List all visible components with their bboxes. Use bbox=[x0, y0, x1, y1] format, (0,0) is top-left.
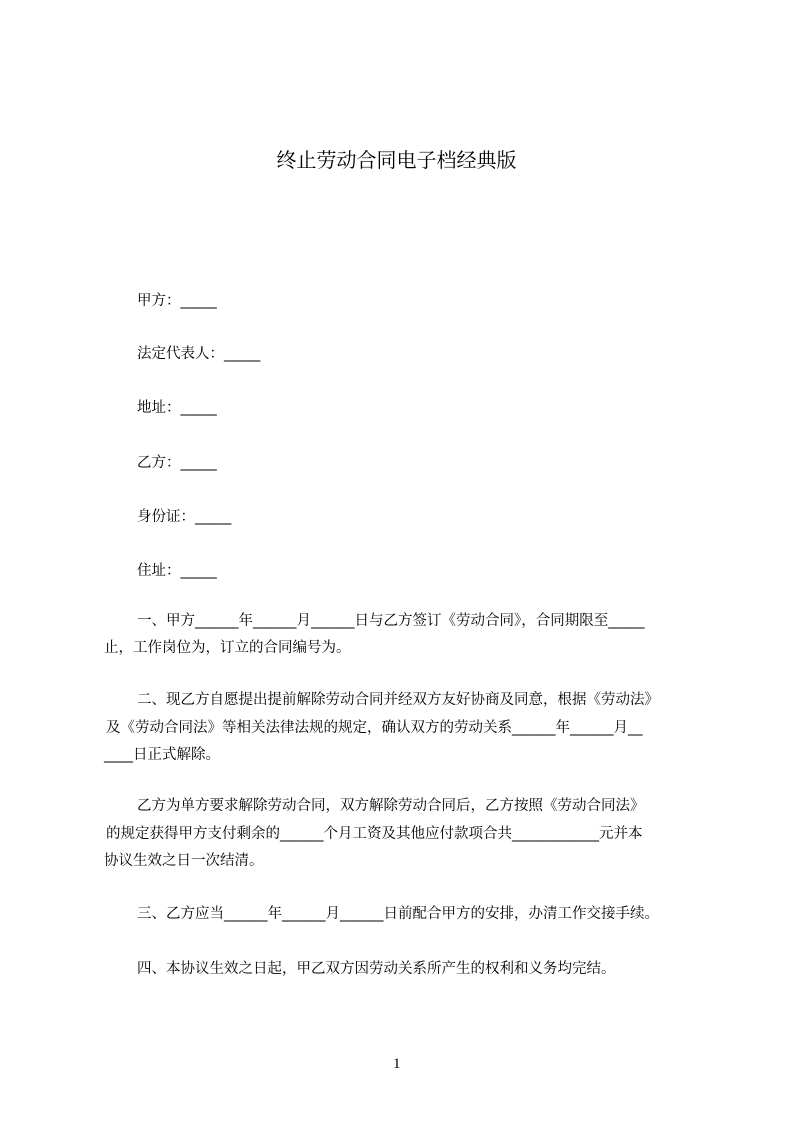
clause-line: 及《劳动合同法》等相关法律法规的规定，确认双方的劳动关系______年______月__ bbox=[106, 720, 643, 736]
field-residence: 住址：_____ bbox=[137, 563, 217, 579]
clause-line: 协议生效之日一次结清。 bbox=[104, 853, 264, 869]
document-title: 终止劳动合同电子档经典版 bbox=[276, 148, 517, 172]
field-party-b: 乙方：_____ bbox=[137, 455, 217, 471]
clause-line: 四、本协议生效之日起，甲乙双方因劳动关系所产生的权利和义务均完结。 bbox=[137, 961, 616, 977]
clause-line: ____日正式解除。 bbox=[104, 747, 220, 763]
field-legal-representative: 法定代表人：_____ bbox=[137, 346, 261, 362]
clause-line: 一、甲方______年______月______日与乙方签订《劳动合同》，合同期限至_____ bbox=[137, 613, 645, 629]
clause-line: 二、现乙方自愿提出提前解除劳动合同并经双方友好协商及同意，根据《劳动法》 bbox=[137, 692, 659, 708]
field-party-a: 甲方：_____ bbox=[137, 293, 217, 309]
field-id-card: 身份证：_____ bbox=[137, 509, 232, 525]
field-address: 地址：_____ bbox=[137, 400, 217, 416]
page-number: 1 bbox=[393, 1056, 401, 1072]
clause-line: 的规定获得甲方支付剩余的______个月工资及其他应付款项合共____________元并本 bbox=[106, 826, 643, 842]
clause-line: 乙方为单方要求解除劳动合同，双方解除劳动合同后，乙方按照《劳动合同法》 bbox=[137, 798, 645, 814]
clause-line: 止，工作岗位为，订立的合同编号为。 bbox=[104, 640, 351, 656]
clause-line: 三、乙方应当______年______月______日前配合甲方的安排，办清工作交接手续。 bbox=[137, 906, 659, 922]
